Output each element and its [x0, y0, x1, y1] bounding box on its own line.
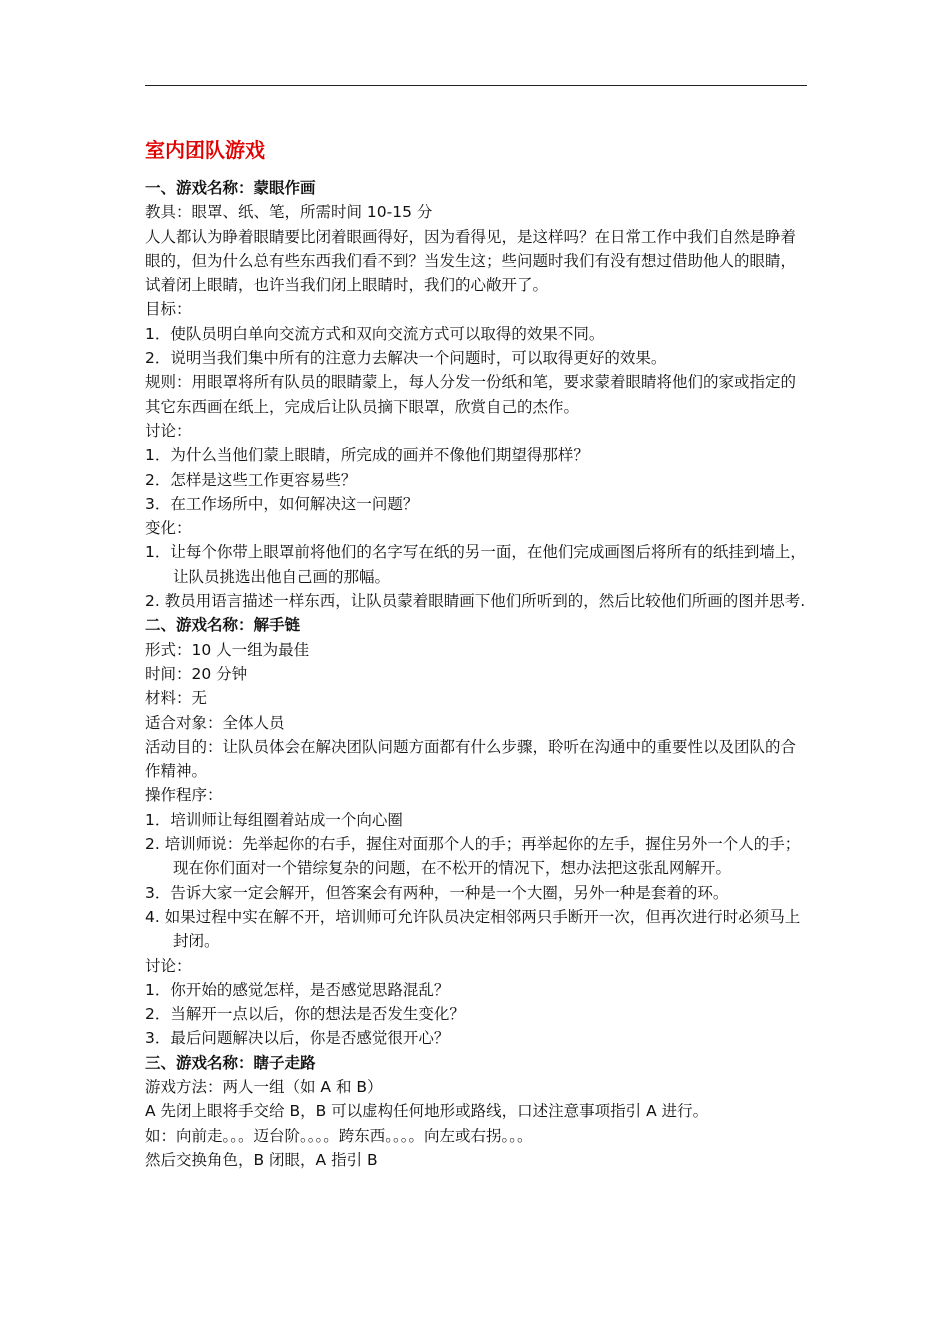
- materials-line: 教具：眼罩、纸、笔，所需时间 10-15 分: [145, 203, 433, 222]
- info-line: 适合对象：全体人员: [145, 713, 285, 732]
- list-item: 1．你开始的感觉怎样，是否感觉思路混乱？: [145, 980, 450, 999]
- info-line: A 先闭上眼将手交给 B，B 可以虚构任何地形或路线，口述注意事项指引 A 进行。: [145, 1102, 709, 1121]
- document-body: [145, 136, 810, 1172]
- list-item: 1．为什么当他们蒙上眼睛，所完成的画并不像他们期望得那样？: [145, 446, 589, 465]
- info-line: 如：向前走。。。迈台阶。。。。跨东西。。。。向左或右拐。。。: [145, 1126, 533, 1145]
- subheading: 目标：: [145, 300, 192, 319]
- list-item: 3．最后问题解决以后，你是否感觉很开心？: [145, 1029, 450, 1048]
- list-item: 2．说明当我们集中所有的注意力去解决一个问题时，可以取得更好的效果。: [145, 349, 667, 368]
- page-title: 室内团队游戏: [145, 138, 265, 162]
- list-item: 2. 培训师说：先举起你的右手，握住对面那个人的手；再举起你的左手，握住另外一个人的手；现在你们面对一个错综复杂的问题，在不松开的情况下，想办法把这张乱网解开。: [145, 835, 801, 878]
- section-heading: 三、游戏名称：瞎子走路: [145, 1053, 316, 1072]
- list-item: 1．培训师让每组圈着站成一个向心圈: [145, 810, 403, 829]
- info-line: 材料：无: [145, 689, 208, 708]
- subheading: 操作程序：: [145, 786, 223, 805]
- list-item: 2．怎样是这些工作更容易些？: [145, 470, 357, 489]
- info-line: 时间：20 分钟: [145, 664, 248, 683]
- list-item: 4. 如果过程中实在解不开，培训师可允许队员决定相邻两只手断开一次，但再次进行时必须马上封闭。: [145, 907, 801, 951]
- game-section: [145, 1051, 810, 1172]
- purpose-paragraph: 活动目的：让队员体会在解决团队问题方面都有什么步骤，聆听在沟通中的重要性以及团队的合作精神。: [145, 737, 797, 781]
- list-item: 2．当解开一点以后，你的想法是否发生变化？: [145, 1005, 465, 1024]
- list-item: 3．在工作场所中，如何解决这一问题？: [145, 494, 419, 513]
- info-line: 然后交换角色，B 闭眼，A 指引 B: [145, 1150, 378, 1169]
- list-item: 3．告诉大家一定会解开，但答案会有两种，一种是一个大圈，另外一种是套着的环。: [145, 883, 729, 902]
- list-item: 1．让每个你带上眼罩前将他们的名字写在纸的另一面，在他们完成画图后将所有的纸挂到墙上，让队员挑选出他自己画的那幅。: [145, 543, 806, 586]
- info-line: 游戏方法：两人一组（如 A 和 B）: [145, 1077, 383, 1096]
- info-line: 形式：10 人一组为最佳: [145, 640, 310, 659]
- list-item: 1．使队员明白单向交流方式和双向交流方式可以取得的效果不同。: [145, 324, 605, 343]
- top-rule: [145, 85, 807, 86]
- subheading: 讨论：: [145, 421, 192, 440]
- game-section: [145, 613, 810, 1050]
- subheading: 变化：: [145, 519, 192, 538]
- intro-paragraph: 人人都认为睁着眼睛要比闭着眼画得好，因为看得见，是这样吗？在日常工作中我们自然是睁着眼的，但为什么总有些东西我们看不到？当发生这；些问题时我们有没有想过借助他人的眼睛，试着闭上眼睛，也许当我们闭上眼睛时，我们的心敞开了。: [145, 227, 797, 295]
- rules-paragraph: 规则：用眼罩将所有队员的眼睛蒙上，每人分发一份纸和笔，要求蒙着眼睛将他们的家或指定的其它东西画在纸上，完成后让队员摘下眼罩，欣赏自己的杰作。: [145, 373, 797, 416]
- subheading: 讨论：: [145, 956, 192, 975]
- section-heading: 一、游戏名称：蒙眼作画: [145, 179, 316, 197]
- section-heading: 二、游戏名称：解手链: [145, 616, 301, 635]
- list-item: 2. 教员用语言描述一样东西，让队员蒙着眼睛画下他们所听到的，然后比较他们所画的图并思考.: [145, 592, 806, 611]
- game-section: [145, 176, 810, 613]
